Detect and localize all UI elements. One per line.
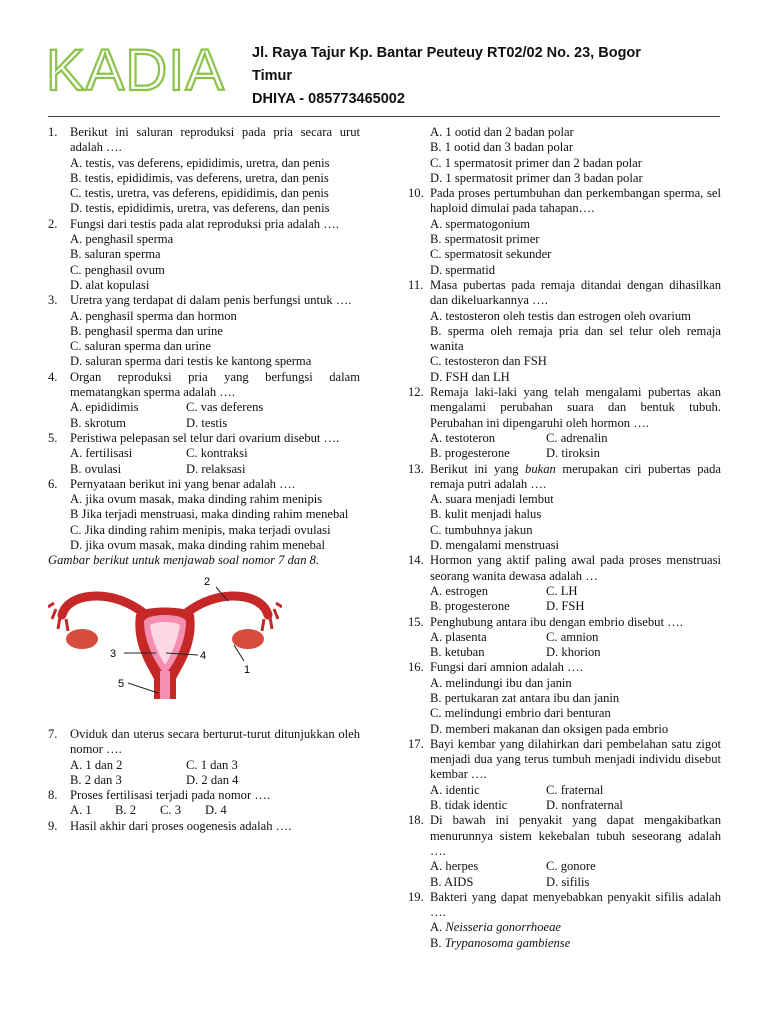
option: D. 4 (205, 803, 227, 818)
option: D. nonfraternal (546, 798, 623, 813)
label-3: 3 (110, 647, 117, 660)
option: D. alat kopulasi (70, 277, 150, 292)
option: D. tiroksin (546, 446, 600, 461)
option: C. saluran sperma dan urine (70, 339, 211, 354)
option: B. progesterone (430, 446, 510, 461)
question-8: 8. Proses fertilisasi terjadi pada nomor …. (48, 788, 271, 803)
question-3: 3. Uretra yang terdapat di dalam penis berfungsi untuk …. (48, 293, 352, 308)
left-ovary (66, 629, 98, 649)
option: A. jika ovum masak, maka dinding rahim menipis (70, 492, 323, 507)
option: A. testoteron (430, 430, 496, 445)
label-1: 1 (244, 663, 251, 676)
option: C. tumbuhnya jakun (430, 522, 533, 537)
option: B. tidak identic (430, 798, 508, 813)
question-19: 19. Bakteri yang dapat menyebabkan penyakit sifilis adalah …. (408, 889, 721, 920)
options-grid (408, 630, 721, 661)
option: B. 1 ootid dan 3 badan polar (430, 140, 574, 155)
option: D. 2 dan 4 (186, 772, 239, 787)
option: D. jika ovum masak, maka dinding rahim menebal (70, 538, 325, 553)
option: A. estrogen (430, 583, 489, 598)
option: C. vas deferens (186, 400, 264, 415)
option: B. progesterone (430, 599, 510, 614)
question-16: 16. Fungsi dari amnion adalah …. (408, 660, 583, 675)
option: D. saluran sperma dari testis ke kantong sperma (70, 354, 312, 369)
option: D. sifilis (546, 874, 590, 889)
right-column (408, 125, 721, 951)
question-10: 10. Pada proses pertumbuhan dan perkembangan sperma, sel haploid dimulai pada tahapan…. (408, 186, 721, 216)
option: B. ovulasi (70, 461, 122, 476)
option: C. Jika dinding rahim menipis, maka terjadi ovulasi (70, 522, 331, 537)
option: B. spermatosit primer (430, 232, 540, 247)
option: A. Neisseria gonorrhoeae (430, 920, 561, 935)
option: B Jika terjadi menstruasi, maka dinding rahim menebal (70, 507, 349, 522)
option: A. 1 (70, 803, 92, 818)
female-reproductive-diagram (48, 575, 282, 715)
question-9: 9. Hasil akhir dari proses oogenesis adalah …. (48, 818, 292, 833)
label-2: 2 (204, 575, 211, 588)
option: A. suara menjadi lembut (430, 492, 554, 507)
option: B. testis, epididimis, vas deferens, uretra, dan penis (70, 170, 329, 185)
question-14: 14. Hormon yang aktif paling awal pada proses menstruasi seorang wanita dewasa adalah … (408, 553, 721, 583)
options-grid (408, 859, 721, 890)
contact-line: DHIYA - 085773465002 (252, 91, 405, 107)
option: A. plasenta (430, 629, 487, 644)
pointer-5 (128, 683, 158, 693)
option: A. fertilisasi (70, 446, 133, 461)
question-15: 15. Penghubung antara ibu dengan embrio disebut …. (408, 614, 683, 629)
option: A. identic (430, 782, 480, 797)
option: D. testis, epididimis, uretra, vas deferens, dan penis (70, 201, 330, 216)
kadia-logo (46, 40, 236, 100)
option: C. penghasil ovum (70, 262, 165, 277)
option: C. amnion (546, 629, 599, 644)
option: B. skrotum (70, 415, 126, 430)
option: C. 3 (160, 803, 181, 818)
question-4: 4. Organ reproduksi pria yang berfungsi dalam mematangkan sperma adalah …. (48, 369, 360, 400)
option: B. ketuban (430, 645, 485, 660)
question-5: 5. Peristiwa pelepasan sel telur dari ovarium disebut …. (48, 430, 340, 445)
option: A. spermatogonium (430, 216, 531, 231)
option: C. LH (546, 583, 578, 598)
option: A. epididimis (70, 400, 139, 415)
address-block (252, 42, 692, 111)
question-18: 18. Di bawah ini penyakit yang dapat mengakibatkan menurunnya sistem kekebalan tubuh seseorang adalah …. (408, 813, 721, 858)
option: B. penghasil sperma dan urine (70, 323, 223, 338)
cervix (160, 671, 170, 699)
figure-note: Gambar berikut untuk menjawab soal nomor 7 dan 8. (48, 553, 320, 568)
label-4: 4 (200, 649, 207, 662)
option: C. 1 dan 3 (186, 757, 238, 772)
options-grid (408, 431, 721, 462)
option: D. relaksasi (186, 461, 246, 476)
option: B. AIDS (430, 874, 474, 889)
option: C. testosteron dan FSH (430, 354, 547, 369)
option: C. testis, uretra, vas deferens, epididimis, dan penis (70, 186, 329, 201)
option: D. khorion (546, 645, 601, 660)
options-grid (408, 783, 721, 814)
address-line-1: Jl. Raya Tajur Kp. Bantar Peuteuy RT02/02 No. 23, Bogor (252, 45, 641, 61)
option: D. testis (186, 415, 228, 430)
question-17: 17. Bayi kembar yang dilahirkan dari pembelahan satu zigot menjadi dua yang terus tumbuh menjadi individu disebut kembar …. (408, 736, 721, 782)
label-5: 5 (118, 677, 125, 690)
option: C. spermatosit sekunder (430, 247, 552, 262)
option: C. fraternal (546, 782, 604, 797)
option: C. adrenalin (546, 430, 608, 445)
address-line-2: Timur (252, 68, 293, 84)
option: D. FSH dan LH (430, 369, 510, 384)
option: A. penghasil sperma (70, 232, 174, 247)
option: C. kontraksi (186, 446, 248, 461)
question-1: 1. Berikut ini saluran reproduksi pada pria secara urut adalah …. (48, 125, 360, 155)
left-column (48, 125, 360, 834)
page-header (0, 0, 768, 120)
option: A. herpes (430, 859, 479, 874)
option: B. 2 (115, 803, 136, 818)
option: B. Trypanosoma gambiense (430, 935, 571, 950)
option: A. melindungi ibu dan janin (430, 675, 572, 690)
question-2: 2. Fungsi dari testis pada alat reproduksi pria adalah …. (48, 216, 339, 231)
question-12: 12. Remaja laki-laki yang telah mengalami pubertas akan mengalami perubahan suara dan bentuk tubuh. Perubahan ini dipengaruhi oleh hormon …. (408, 385, 721, 430)
option: C. 1 spermatosit primer dan 2 badan polar (430, 155, 642, 170)
option: C. gonore (546, 859, 596, 874)
option: B. sperma oleh remaja pria dan sel telur oleh remaja wanita (430, 323, 721, 354)
option: C. melindungi embrio dari benturan (430, 706, 611, 721)
option: A. testis, vas deferens, epididimis, uretra, dan penis (70, 155, 330, 170)
option: B. saluran sperma (70, 247, 161, 262)
option: A. penghasil sperma dan hormon (70, 308, 237, 323)
option: D. memberi makanan dan oksigen pada embrio (430, 721, 669, 736)
options-grid (48, 758, 360, 789)
question-13: 13. Berikut ini yang bukan merupakan ciri pubertas pada remaja putri adalah …. (408, 461, 721, 491)
option: D. mengalami menstruasi (430, 538, 560, 553)
option: B. pertukaran zat antara ibu dan janin (430, 690, 620, 705)
header-divider (48, 116, 720, 117)
option: A. testosteron oleh testis dan estrogen oleh ovarium (430, 308, 691, 323)
option: B. 2 dan 3 (70, 772, 122, 787)
options-grid (48, 400, 360, 431)
question-7: 7. Oviduk dan uterus secara berturut-turut ditunjukkan oleh nomor …. (48, 726, 360, 757)
option: D. spermatid (430, 262, 496, 277)
question-11: 11. Masa pubertas pada remaja ditandai dengan dihasilkan dan dikeluarkannya …. (408, 277, 721, 308)
option: A. 1 ootid dan 2 badan polar (430, 125, 574, 139)
option: D. 1 spermatosit primer dan 3 badan polar (430, 170, 643, 185)
right-ovary (232, 629, 264, 649)
option: D. FSH (546, 599, 585, 614)
option: A. 1 dan 2 (70, 757, 123, 772)
svg-text:KADIA: KADIA (46, 40, 226, 100)
options-grid (48, 446, 360, 477)
options-row (48, 803, 360, 818)
option: B. kulit menjadi halus (430, 507, 542, 522)
options-grid (408, 584, 721, 615)
question-6: 6. Pernyataan berikut ini yang benar adalah …. (48, 476, 295, 491)
